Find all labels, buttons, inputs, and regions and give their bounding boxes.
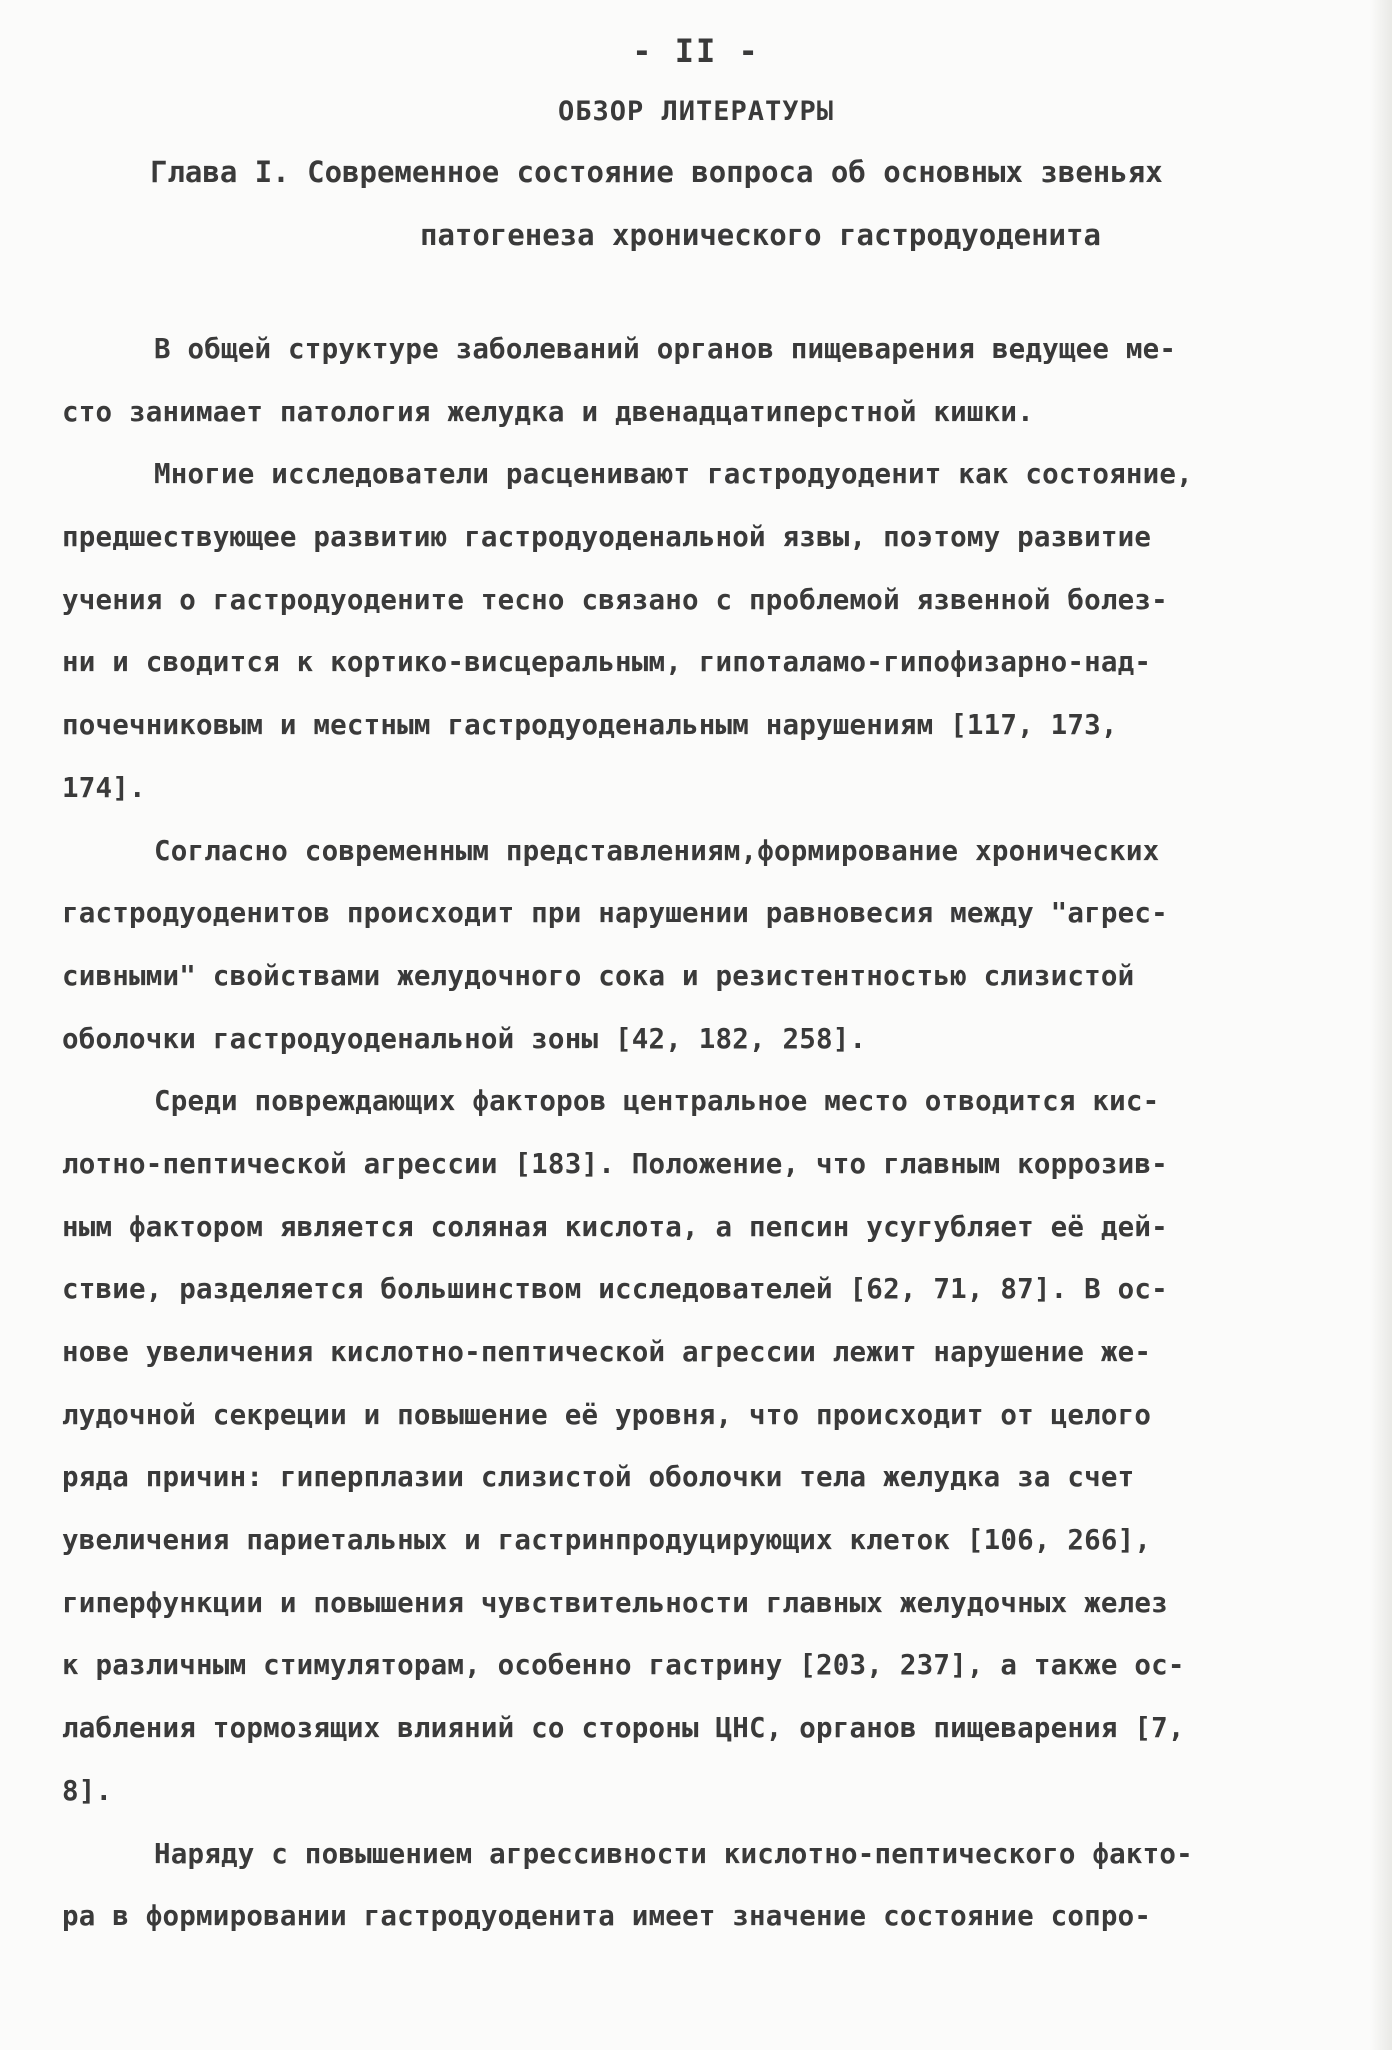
section-title: ОБЗОР ЛИТЕРАТУРЫ (557, 96, 835, 127)
chapter-title-line-1: Глава I. Современное состояние вопроса об основных звеньях (150, 155, 1163, 189)
text-line: к различным стимуляторам, особенно гастрину [203, 237], а также ос- (62, 1649, 1185, 1682)
text-line: лудочной секреции и повышение её уровня, что происходит от целого (62, 1398, 1152, 1431)
text-line: ным фактором является соляная кислота, а пепсин усугубляет её дей- (62, 1210, 1168, 1243)
text-line: Среди повреждающих факторов центральное место отводится кис- (154, 1085, 1160, 1118)
text-line: ствие, разделяется большинством исследователей [62, 71, 87]. В ос- (62, 1273, 1168, 1306)
text-line: 8]. (62, 1774, 113, 1807)
text-line: лотно-пептической агрессии [183]. Положение, что главным коррозив- (62, 1147, 1168, 1180)
text-line: В общей структуре заболеваний органов пищеварения ведущее ме- (154, 333, 1177, 365)
text-line: Многие исследователи расценивают гастродуоденит как состояние, (154, 458, 1193, 491)
text-line: сивными" свойствами желудочного сока и резистентностью слизистой (62, 959, 1135, 992)
text-line: увеличения париетальных и гастринпродуцирующих клеток [106, 266], (62, 1524, 1152, 1557)
text-line: ряда причин: гиперплазии слизистой оболочки тела желудка за счет (62, 1461, 1135, 1494)
text-line: учения о гастродуодените тесно связано с проблемой язвенной болез- (62, 583, 1168, 616)
text-line: почечниковым и местным гастродуоденальным нарушениям [117, 173, (62, 709, 1118, 742)
page-number: - II - (632, 32, 760, 70)
chapter-title-line-2: патогенеза хронического гастродуоденита (420, 218, 1101, 252)
text-line: ни и сводится к кортико-висцеральным, гипоталамо-гипофизарно-над- (62, 646, 1152, 679)
scan-edge-shadow (1370, 0, 1392, 2050)
text-line: ра в формировании гастродуоденита имеет значение состояние сопро- (62, 1900, 1152, 1933)
text-line: гиперфункции и повышения чувствительности главных желудочных желез (62, 1586, 1168, 1619)
text-line: нове увеличения кислотно-пептической агрессии лежит нарушение же- (62, 1336, 1152, 1368)
text-line: предшествующее развитию гастродуоденальной язвы, поэтому развитие (62, 521, 1152, 554)
text-line: оболочки гастродуоденальной зоны [42, 182, 258]. (62, 1022, 867, 1055)
text-line: 174]. (62, 771, 146, 804)
text-line: сто занимает патология желудка и двенадцатиперстной кишки. (62, 395, 1034, 428)
body-text (62, 318, 1307, 1948)
text-line: Наряду с повышением агрессивности кислотно-пептического факто- (154, 1837, 1193, 1870)
text-line: гастродуоденитов происходит при нарушении равновесия между "агрес- (62, 897, 1168, 930)
text-line: Согласно современным представлениям,формирование хронических (154, 834, 1160, 867)
text-line: лабления тормозящих влияний со стороны ЦНС, органов пищеварения [7, (62, 1712, 1185, 1745)
